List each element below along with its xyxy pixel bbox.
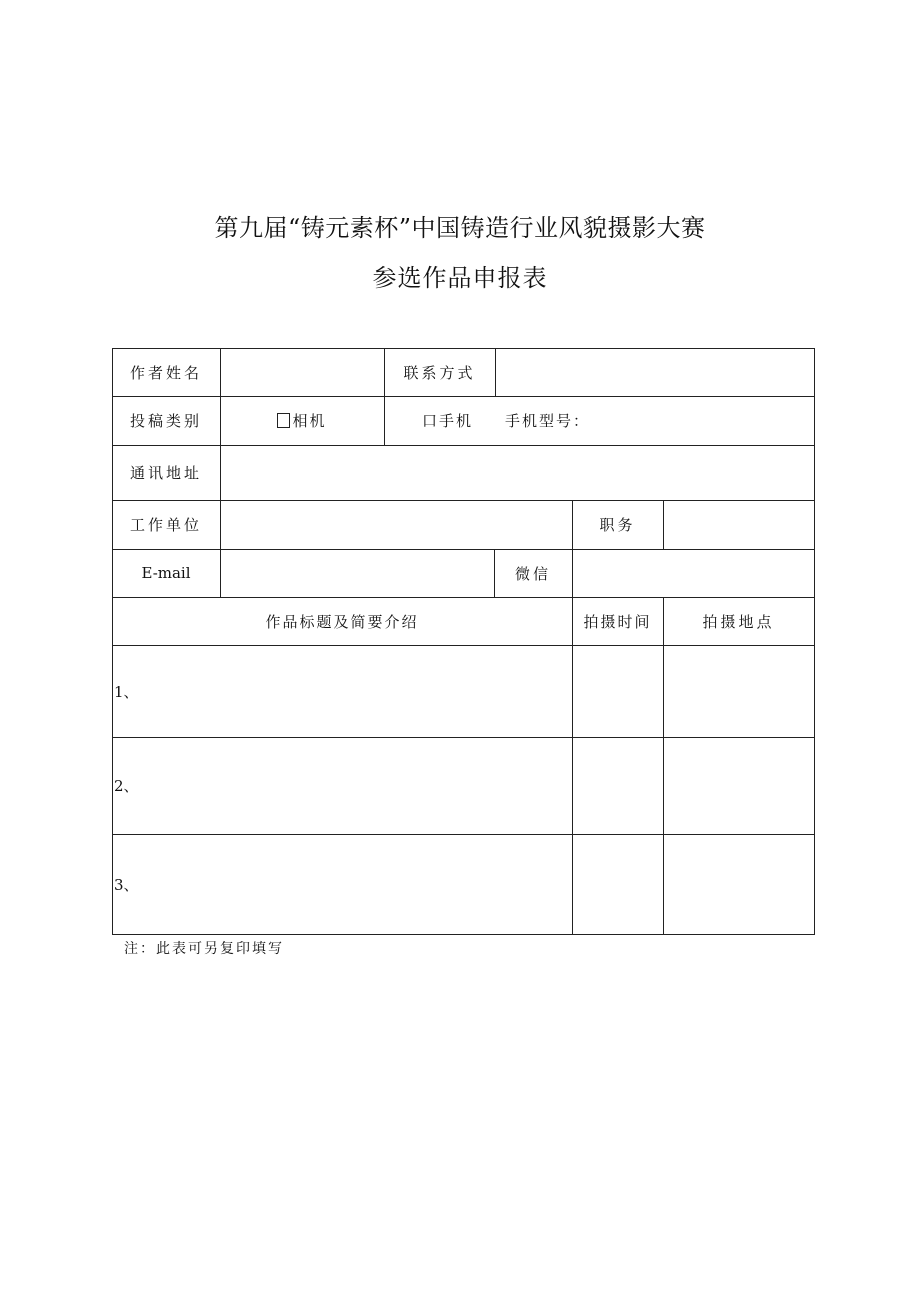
author-name-label: 作者姓名 bbox=[129, 363, 202, 382]
address-field[interactable] bbox=[221, 446, 814, 500]
shoot-time-field-2[interactable] bbox=[573, 738, 663, 834]
phone-checkbox[interactable]: 口 bbox=[422, 412, 440, 430]
category-label: 投稿类别 bbox=[129, 412, 202, 430]
phone-model-label: 手机型号： bbox=[505, 412, 591, 430]
workplace-label: 工作单位 bbox=[129, 516, 202, 534]
workplace-field[interactable] bbox=[221, 501, 572, 549]
camera-checkbox[interactable] bbox=[277, 413, 290, 428]
phone-option-label: 手机 bbox=[439, 412, 474, 430]
shoot-place-field-3[interactable] bbox=[664, 835, 814, 934]
works-header: 作品标题及简要介绍 bbox=[265, 612, 419, 631]
wechat-label: 微信 bbox=[514, 564, 551, 583]
phone-model-field[interactable] bbox=[595, 397, 814, 445]
work-entry-2[interactable]: 2、 bbox=[114, 777, 139, 795]
shoot-time-field-3[interactable] bbox=[573, 835, 663, 934]
form-subtitle: 参选作品申报表 bbox=[372, 264, 548, 292]
author-name-field[interactable] bbox=[221, 349, 384, 396]
position-label: 职务 bbox=[599, 516, 636, 534]
shoot-place-field-2[interactable] bbox=[664, 738, 814, 834]
shoot-place-field-1[interactable] bbox=[664, 646, 814, 737]
camera-option-label: 相机 bbox=[292, 412, 327, 430]
work-entry-3[interactable]: 3、 bbox=[114, 875, 139, 894]
category-option-camera[interactable] bbox=[220, 396, 384, 445]
wechat-field[interactable] bbox=[573, 550, 814, 597]
application-form-table bbox=[112, 348, 815, 935]
email-field[interactable] bbox=[221, 550, 494, 597]
position-field[interactable] bbox=[664, 501, 814, 549]
footnote: 注：此表可另复印填写 bbox=[124, 941, 284, 957]
email-label: E-mail bbox=[141, 564, 191, 582]
form-title: 第九届“铸元素杯”中国铸造行业风貌摄影大赛 bbox=[214, 214, 706, 242]
shoot-place-header: 拍摄地点 bbox=[702, 612, 775, 631]
shoot-time-field-1[interactable] bbox=[573, 646, 663, 737]
address-label: 通讯地址 bbox=[129, 464, 202, 482]
contact-label: 联系方式 bbox=[403, 363, 476, 382]
shoot-time-header: 拍摄时间 bbox=[583, 612, 652, 631]
work-entry-1[interactable]: 1、 bbox=[114, 682, 139, 701]
contact-field[interactable] bbox=[496, 349, 814, 396]
